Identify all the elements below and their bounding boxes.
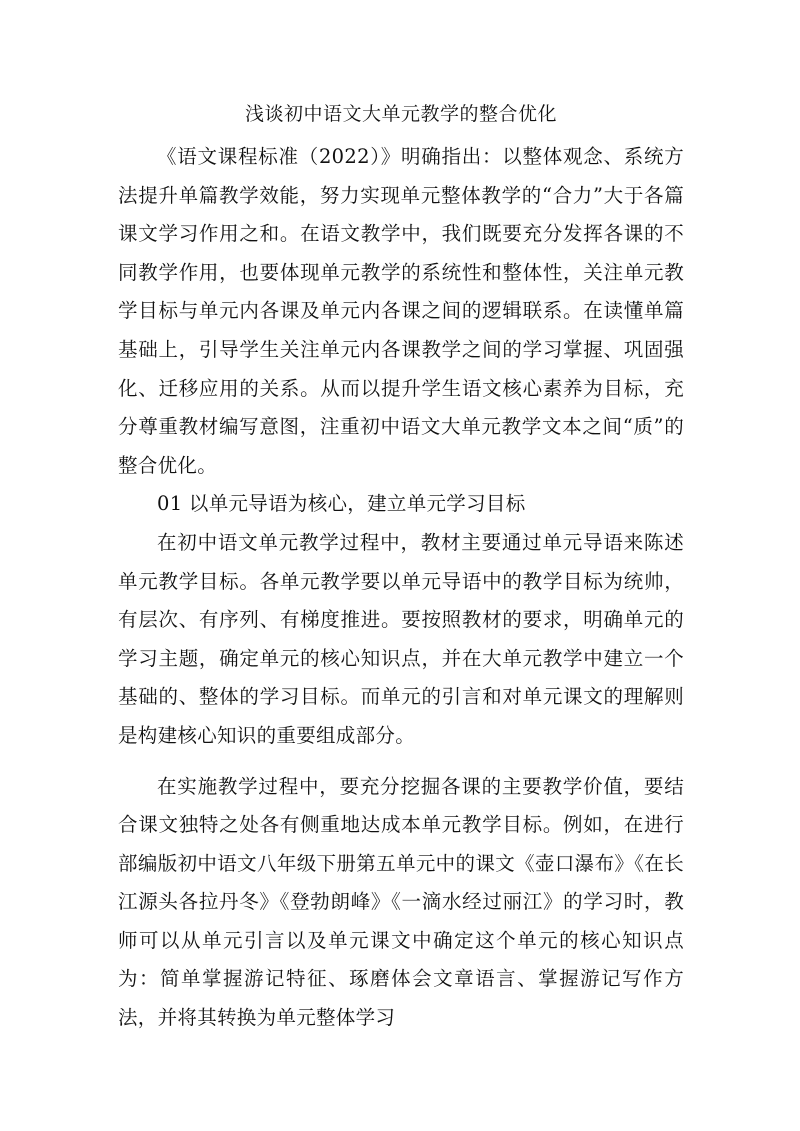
intro-paragraph: 《语文课程标准（2022）》明确指出：以整体观念、系统方法提升单篇教学效能，努力实现单元整体教学的“合力”大于各篇课文学习作用之和。在语文教学中，我们既要充分发挥各课的不同教学作用，也要体现单元教学的系统性和整体性，关注单元教学目标与单元内各课及单元内各课之间的逻辑联系。在读懂单篇基础上，引导学生关注单元内各课教学之间的学习掌握、巩固强化、迁移应用的关系。从而以提升学生语文核心素养为目标，充分尊重教材编写意图，注重初中语文大单元教学文本之间“质”的整合优化。 [118,145,684,477]
section-paragraph-2: 在实施教学过程中，要充分挖掘各课的主要教学价值，要结合课文独特之处各有侧重地达成本单元教学目标。例如，在进行部编版初中语文八年级下册第五单元中的课文《壶口瀑布》《在长江源头各拉丹冬》《登勃朗峰》《一滴水经过丽江》的学习时，教师可以从单元引言以及单元课文中确定这个单元的核心知识点为：简单掌握游记特征、琢磨体会文章语言、掌握游记写作方法，并将其转换为单元整体学习 [118,774,684,1030]
document-title: 浅谈初中语文大单元教学的整合优化 [244,103,557,125]
section-heading: 01 以单元导语为核心，建立单元学习目标 [157,492,526,516]
document-page [118,96,684,1038]
section-paragraph-1: 在初中语文单元教学过程中，教材主要通过单元导语来陈述单元教学目标。各单元教学要以单元导语中的教学目标为统帅，有层次、有序列、有梯度推进。要按照教材的要求，明确单元的学习主题，确定单元的核心知识点，并在大单元教学中建立一个基础的、整体的学习目标。而单元的引言和对单元课文的理解则是构建核心知识的重要组成部分。 [118,530,684,747]
